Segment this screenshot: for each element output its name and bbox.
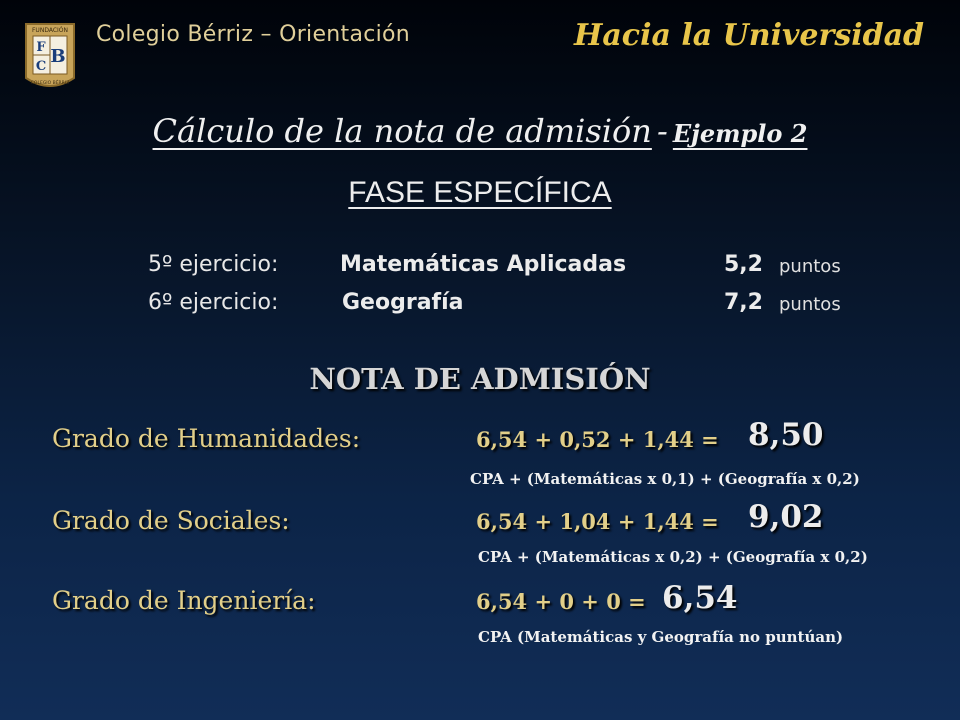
title-subtitle: Ejemplo 2 bbox=[672, 119, 808, 148]
exercise-label: 5º ejercicio: bbox=[148, 252, 279, 277]
slide-title bbox=[0, 112, 960, 150]
admission-grade-heading: NOTA DE ADMISIÓN bbox=[309, 362, 651, 396]
exercise-label: 6º ejercicio: bbox=[148, 290, 279, 315]
logo-top-text: FUNDACIÓN bbox=[31, 27, 69, 34]
degree-name: Grado de Sociales: bbox=[52, 506, 290, 535]
exercise-subject: Geografía bbox=[342, 290, 464, 315]
degree-explanation: CPA (Matemáticas y Geografía no puntúan) bbox=[478, 628, 844, 646]
logo-bottom-text: COLEGIO BÉRRIZ bbox=[30, 81, 70, 86]
exercise-score: 5,2 bbox=[724, 252, 763, 277]
degree-formula: 6,54 + 0,52 + 1,44 = bbox=[476, 427, 719, 452]
school-logo bbox=[24, 22, 76, 94]
degree-name: Grado de Humanidades: bbox=[52, 424, 361, 453]
title-dash: - bbox=[656, 112, 668, 150]
logo-letter-f: F bbox=[36, 40, 46, 55]
degree-explanation: CPA + (Matemáticas x 0,2) + (Geografía x 0,2) bbox=[478, 548, 868, 566]
exercise-unit: puntos bbox=[779, 256, 841, 277]
degree-formula: 6,54 + 0 + 0 = bbox=[476, 589, 646, 614]
degree-explanation: CPA + (Matemáticas x 0,1) + (Geografía x 0,2) bbox=[470, 470, 860, 488]
phase-label: FASE ESPECÍFICA bbox=[348, 176, 612, 209]
degree-result: 9,02 bbox=[748, 499, 824, 535]
phase-heading bbox=[0, 176, 960, 210]
degree-name: Grado de Ingeniería: bbox=[52, 586, 316, 615]
school-name: Colegio Bérriz – Orientación bbox=[96, 22, 411, 47]
logo-letter-b: B bbox=[50, 46, 66, 67]
degree-result: 8,50 bbox=[748, 417, 824, 453]
degree-result: 6,54 bbox=[662, 580, 738, 616]
exercise-score: 7,2 bbox=[724, 290, 763, 315]
tagline: Hacia la Universidad bbox=[574, 18, 924, 53]
exercise-subject: Matemáticas Aplicadas bbox=[340, 252, 627, 277]
title-main: Cálculo de la nota de admisión bbox=[152, 112, 652, 150]
logo-letter-c: C bbox=[35, 59, 47, 74]
exercise-unit: puntos bbox=[779, 294, 841, 315]
degree-formula: 6,54 + 1,04 + 1,44 = bbox=[476, 509, 719, 534]
